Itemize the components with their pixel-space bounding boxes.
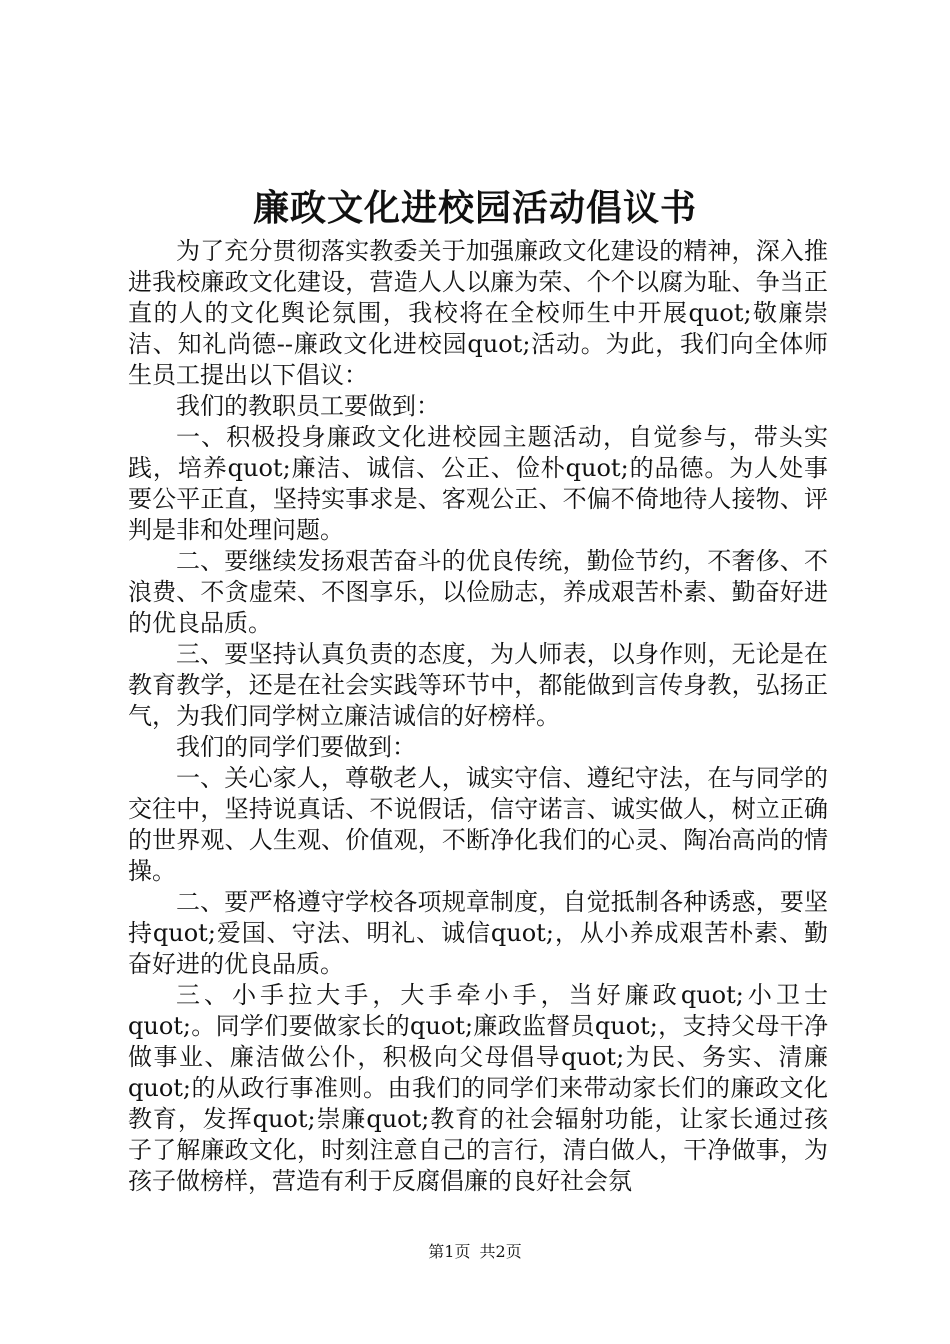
page-total: 共2页 <box>479 1242 522 1261</box>
page-number: 第1页 <box>428 1242 471 1261</box>
paragraph-staff-item-1: 一、积极投身廉政文化进校园主题活动，自觉参与，带头实践，培养quot;廉洁、诚信、公正、俭朴quot;的品德。为人处事要公平正直，坚持实事求是、客观公正、不偏不倚地待人接物、评判是非和处理问题。 <box>128 423 828 544</box>
paragraph-staff-item-2: 二、要继续发扬艰苦奋斗的优良传统，勤俭节约，不奢侈、不浪费、不贪虚荣、不图享乐，以俭励志，养成艰苦朴素、勤奋好进的优良品质。 <box>128 547 828 637</box>
paragraph-staff-heading: 我们的教职员工要做到： <box>176 392 440 420</box>
paragraph-students-item-3: 三、小手拉大手，大手牵小手，当好廉政quot;小卫士quot;。同学们要做家长的quot;廉政监督员quot;，支持父母干净做事业、廉洁做公仆，积极向父母倡导quot;为民、务实、清廉quot;的从政行事准则。由我们的同学们来带动家长们的廉政文化教育，发挥quot;崇廉quot;教育的社会辐射功能，让家长通过孩子了解廉政文化，时刻注意自己的言行，清白做人，干净做事，为孩子做榜样，营造有利于反腐倡廉的良好社会氛 <box>128 981 828 1195</box>
document-body <box>128 236 828 1197</box>
paragraph-students-item-1: 一、关心家人，尊敬老人，诚实守信、遵纪守法，在与同学的交往中，坚持说真话、不说假话，信守诺言、诚实做人，树立正确的世界观、人生观、价值观，不断净化我们的心灵、陶冶高尚的情操。 <box>128 764 828 885</box>
paragraph-students-item-2: 二、要严格遵守学校各项规章制度，自觉抵制各种诱惑，要坚持quot;爱国、守法、明礼、诚信quot;，从小养成艰苦朴素、勤奋好进的优良品质。 <box>128 888 828 978</box>
paragraph-students-heading: 我们的同学们要做到： <box>176 733 416 761</box>
paragraph-intro: 为了充分贯彻落实教委关于加强廉政文化建设的精神，深入推进我校廉政文化建设，营造人人以廉为荣、个个以腐为耻、争当正直的人的文化舆论氛围，我校将在全校师生中开展quot;敬廉崇洁、知礼尚德--廉政文化进校园quot;活动。为此，我们向全体师生员工提出以下倡议： <box>128 237 828 389</box>
page-footer <box>0 1240 950 1264</box>
document-title: 廉政文化进校园活动倡议书 <box>252 187 697 229</box>
paragraph-staff-item-3: 三、要坚持认真负责的态度，为人师表，以身作则，无论是在教育教学，还是在社会实践等环节中，都能做到言传身教，弘扬正气，为我们同学树立廉洁诚信的好榜样。 <box>128 640 828 730</box>
